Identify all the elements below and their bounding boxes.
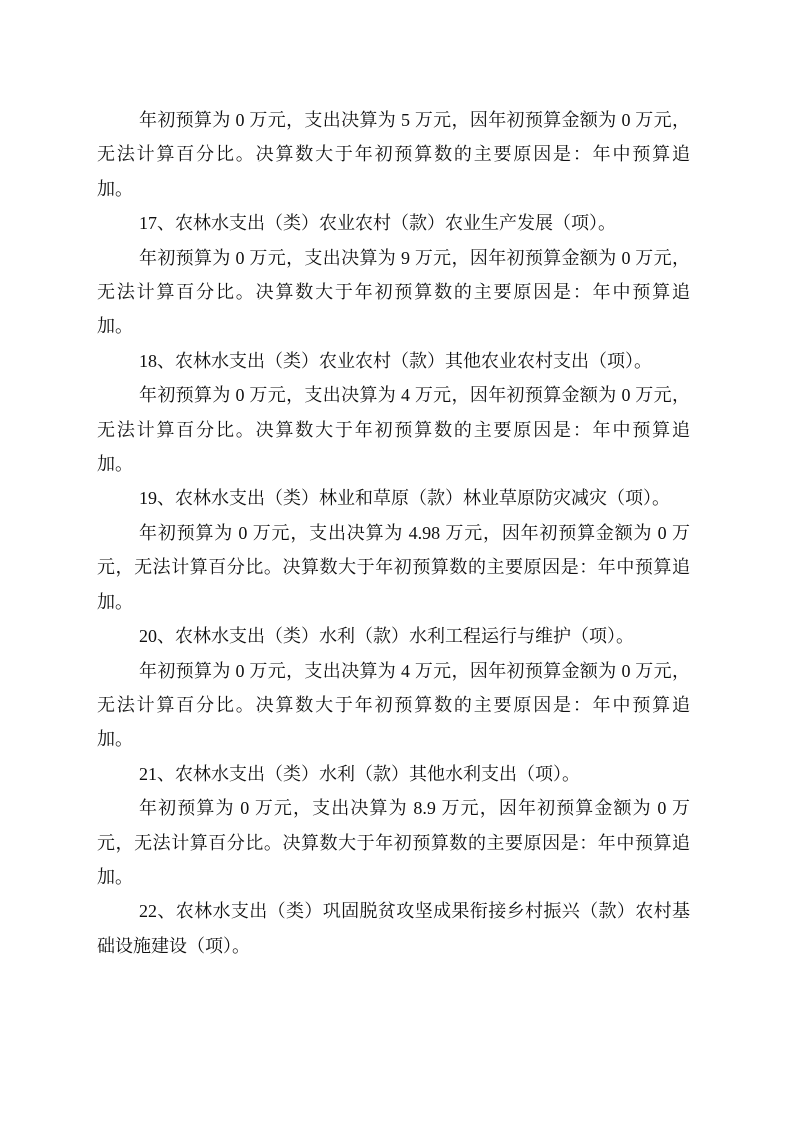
item-18-detail [97, 378, 690, 481]
text-line: 20、农林水支出（类）水利（款）水利工程运行与维护（项）。 [139, 626, 634, 647]
text-line: 础设施建设（项）。 [97, 935, 250, 956]
text-line: 加。 [97, 178, 133, 199]
item-20-detail [97, 654, 690, 757]
item-21-heading [97, 757, 690, 791]
item-16-detail [97, 103, 690, 206]
text-line: 加。 [97, 729, 133, 750]
text-line: 年初预算为 0 万元，支出决算为 8.9 万元，因年初预算金额为 0 万 [139, 798, 690, 819]
text-line: 加。 [97, 866, 133, 887]
text-line: 19、农林水支出（类）林业和草原（款）林业草原防灾减灾（项）。 [139, 488, 670, 509]
item-18-heading [97, 344, 690, 378]
document-body [97, 103, 690, 963]
text-line: 年初预算为 0 万元，支出决算为 5 万元，因年初预算金额为 0 万元， [139, 110, 690, 130]
text-line: 元，无法计算百分比。决算数大于年初预算数的主要原因是：年中预算追 [97, 832, 690, 853]
item-17-detail [97, 241, 690, 344]
text-line: 21、农林水支出（类）水利（款）其他水利支出（项）。 [139, 763, 580, 784]
text-line: 年初预算为 0 万元，支出决算为 9 万元，因年初预算金额为 0 万元， [139, 247, 690, 268]
item-17-heading [97, 206, 690, 240]
item-21-detail [97, 791, 690, 894]
text-line: 22、农林水支出（类）巩固脱贫攻坚成果衔接乡村振兴（款）农村基 [139, 901, 690, 922]
text-line: 加。 [97, 591, 133, 612]
text-line: 无法计算百分比。决算数大于年初预算数的主要原因是：年中预算追 [97, 282, 690, 303]
text-line: 加。 [97, 454, 133, 475]
text-line: 17、农林水支出（类）农业农村（款）农业生产发展（项）。 [139, 213, 616, 234]
text-line: 年初预算为 0 万元，支出决算为 4.98 万元，因年初预算金额为 0 万 [139, 522, 690, 543]
text-line: 元，无法计算百分比。决算数大于年初预算数的主要原因是：年中预算追 [97, 557, 690, 578]
text-line: 年初预算为 0 万元，支出决算为 4 万元，因年初预算金额为 0 万元， [139, 385, 690, 406]
text-line: 无法计算百分比。决算数大于年初预算数的主要原因是：年中预算追 [97, 144, 690, 165]
text-line: 无法计算百分比。决算数大于年初预算数的主要原因是：年中预算追 [97, 419, 690, 440]
item-19-detail [97, 516, 690, 619]
item-22-heading [97, 894, 690, 963]
text-line: 无法计算百分比。决算数大于年初预算数的主要原因是：年中预算追 [97, 694, 690, 715]
text-line: 18、农林水支出（类）农业农村（款）其他农业农村支出（项）。 [139, 350, 652, 371]
item-19-heading [97, 481, 690, 515]
text-line: 加。 [97, 316, 133, 337]
text-line: 年初预算为 0 万元，支出决算为 4 万元，因年初预算金额为 0 万元， [139, 660, 690, 681]
item-20-heading [97, 619, 690, 653]
